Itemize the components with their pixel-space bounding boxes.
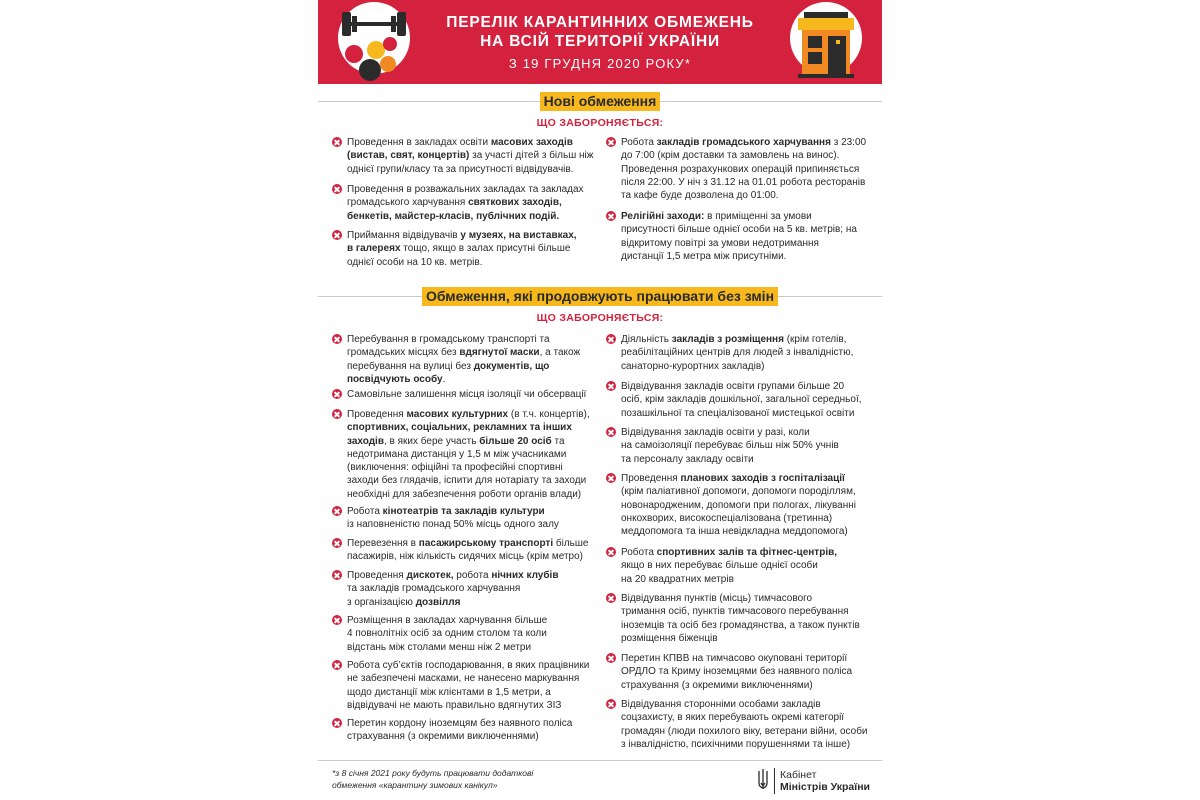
restriction-item <box>606 546 882 586</box>
prohibited-icon <box>606 381 616 391</box>
restriction-item <box>606 592 882 645</box>
prohibited-icon <box>606 211 616 221</box>
restriction-text: Перебування в громадському транспорті та громадських місцях без вдягнутої маски, а також перебування на вулиці без документів, що посвідчують особу. <box>347 334 581 385</box>
restriction-item <box>332 333 604 386</box>
footnote-line-2: обмеження «карантину зимових канікул» <box>332 779 498 790</box>
restriction-item <box>606 652 882 692</box>
prohibited-icon <box>332 570 342 580</box>
prohibited-icon <box>332 718 342 728</box>
restriction-text: Проведення в розважальних закладах та закладах громадського харчування святкових заходів, бенкетів, майстер-класів, публічних подій. <box>347 184 584 222</box>
prohibited-icon <box>606 427 616 437</box>
restriction-text: Перетин КПВВ на тимчасово окуповані території ОРДЛО та Криму іноземцями без наявного поліса страхування (з окремими виключеннями) <box>621 653 853 691</box>
restriction-item <box>332 537 604 564</box>
restriction-text: Перевезення в пасажирському транспорті більше пасажирів, ніж кількість сидячих місць (крім метро) <box>347 538 589 563</box>
restriction-text: Проведення планових заходів з госпіталізації (крім паліативної допомоги, допомоги породіллям, новонародженим, допомоги при пологах, лікуванні онкохворих, високоспеціалізована (третинна) меддопомога та інша невідкладна меддопомога) <box>621 473 857 538</box>
footer-divider <box>318 760 882 761</box>
header-banner <box>318 0 882 84</box>
logo-line-2: Міністрів України <box>780 781 870 793</box>
restriction-item <box>606 472 882 538</box>
prohibited-icon <box>332 230 342 240</box>
prohibited-icon <box>606 334 616 344</box>
footnote-line-1: *з 8 січня 2021 року будуть працювати додаткові <box>332 768 534 778</box>
restriction-text: Діяльність закладів з розміщення (крім готелів, реабілітаційних центрів для людей з інвалідністю, санаторно-курортних закладів) <box>621 334 854 372</box>
restriction-text: Розміщення в закладах харчування більше 4 повнолітніх осіб за одним столом та коли відстань між столами менш ніж 2 метри <box>347 615 548 653</box>
restriction-text: Робота спортивних залів та фітнес-центрів, якщо в них перебуває більше однієї особи на 20 квадратних метрів <box>621 547 838 585</box>
prohibited-icon <box>606 473 616 483</box>
logo-separator <box>774 768 775 794</box>
prohibited-icon <box>332 506 342 516</box>
logo-line-1: Кабінет <box>780 769 817 781</box>
restriction-text: Робота закладів громадського харчування з 23:00 до 7:00 (крім доставки та замовлень на винос). Проведення розрахункових операцій припиняється після 22:00. У ніч з 31.12 на 01.01 робота ресторанів та кафе буде дозволена до 01:00. <box>621 137 867 202</box>
restriction-item <box>332 408 604 501</box>
section-subtitle-ongoing: ЩО ЗАБОРОНЯЄТЬСЯ: <box>536 312 664 324</box>
prohibited-icon <box>332 389 342 399</box>
restriction-item <box>332 659 604 712</box>
restriction-text: Перетин кордону іноземцям без наявного поліса страхування (з окремими виключеннями) <box>347 718 573 743</box>
restriction-text: Відвідування сторонніми особами закладів соцзахисту, в яких перебувають окремі категорії громадян (люди похилого віку, ветерани війни, особи з інвалідністю, психічними порушеннями та інше) <box>621 699 868 750</box>
date-line: З 19 ГРУДНЯ 2020 РОКУ* <box>508 56 692 71</box>
restriction-item <box>332 717 604 744</box>
restriction-item <box>606 136 882 202</box>
restriction-item <box>606 210 882 263</box>
restriction-text: Робота кінотеатрів та закладів культури із наповненістю понад 50% місць одного залу <box>347 506 559 531</box>
restriction-text: Проведення дискотек, робота нічних клубів та закладів громадського харчування з організацією дозвілля <box>347 570 559 608</box>
restriction-item <box>332 183 604 223</box>
prohibited-icon <box>332 334 342 344</box>
section-subtitle-new: ЩО ЗАБОРОНЯЄТЬСЯ: <box>536 117 664 129</box>
footnote <box>332 768 632 791</box>
prohibited-icon <box>606 699 616 709</box>
section-title-ongoing: Обмеження, які продовжують працювати без змін <box>422 287 778 306</box>
restriction-item <box>332 136 604 176</box>
prohibited-icon <box>606 653 616 663</box>
prohibited-icon <box>332 409 342 419</box>
restriction-item <box>332 229 604 269</box>
infographic <box>318 0 882 800</box>
title-line-1: ПЕРЕЛІК КАРАНТИННИХ ОБМЕЖЕНЬ <box>446 14 754 31</box>
restriction-item <box>332 505 604 532</box>
prohibited-icon <box>606 593 616 603</box>
restriction-item <box>606 426 882 466</box>
prohibited-icon <box>332 660 342 670</box>
restriction-text: Відвідування пунктів (місць) тимчасового тримання осіб, пунктів тимчасового перебування іноземців та осіб без громадянства, а також пунктів розміщення біженців <box>621 593 860 644</box>
prohibited-icon <box>332 137 342 147</box>
prohibited-icon <box>332 615 342 625</box>
restriction-text: Відвідування закладів освіти групами більше 20 осіб, крім закладів дошкільної, загальної середньої, позашкільної та спеціалізованої мистецької освіти <box>621 381 862 419</box>
cabinet-logo <box>758 766 882 796</box>
section-title-new: Нові обмеження <box>540 92 660 111</box>
restriction-item <box>332 388 604 401</box>
restriction-item <box>606 333 882 373</box>
prohibited-icon <box>332 538 342 548</box>
restriction-text: Відвідування закладів освіти у разі, коли на самоізоляції перебуває більш ніж 50% учнів та персоналу закладу освіти <box>621 427 839 465</box>
restriction-text: Проведення масових культурних (в т.ч. концертів), спортивних, соціальних, рекламних та інших заходів, в яких бере участь більше 20 осіб та недотримана дистанція у 1,5 м між учасниками (виключення: офіційні та професійні спортивні заходи без глядачів, іспити для нотаріату та заходи необхідні для забезпечення роботи органів влади) <box>347 409 590 500</box>
restriction-item <box>332 614 604 654</box>
prohibited-icon <box>606 547 616 557</box>
restriction-item <box>332 569 604 609</box>
restriction-item <box>606 698 882 751</box>
prohibited-icon <box>332 184 342 194</box>
prohibited-icon <box>606 137 616 147</box>
restriction-text: Релігійні заходи: в приміщенні за умови присутності більше однієї особи на 5 кв. метрів; на відкритому повітрі за умови недотримання дистанції 1,5 метра між присутніми. <box>621 211 857 262</box>
trident-icon <box>758 769 768 791</box>
restriction-item <box>606 380 882 420</box>
shop-building-icon <box>780 0 872 84</box>
restriction-text: Самовільне залишення місця ізоляції чи обсервації <box>347 389 587 400</box>
restriction-text: Робота суб’єктів господарювання, в яких працівники не забезпечені масками, не нанесено маркування щодо дистанції між клієнтами в 1,5 метри, а відвідувачі не мають правильно вдягнутих ЗІЗ <box>347 660 590 711</box>
title-line-2: НА ВСІЙ ТЕРИТОРІЇ УКРАЇНИ <box>480 33 720 50</box>
restriction-text: Проведення в закладах освіти масових заходів (вистав, свят, концертів) за участі дітей з більш ніж однієї групи/класу та за присутності відвідувачів. <box>347 137 594 175</box>
restriction-text: Приймання відвідувачів у музеях, на виставках, в галереях тощо, якщо в залах присутні більше однієї особи на 10 кв. метрів. <box>347 230 577 268</box>
